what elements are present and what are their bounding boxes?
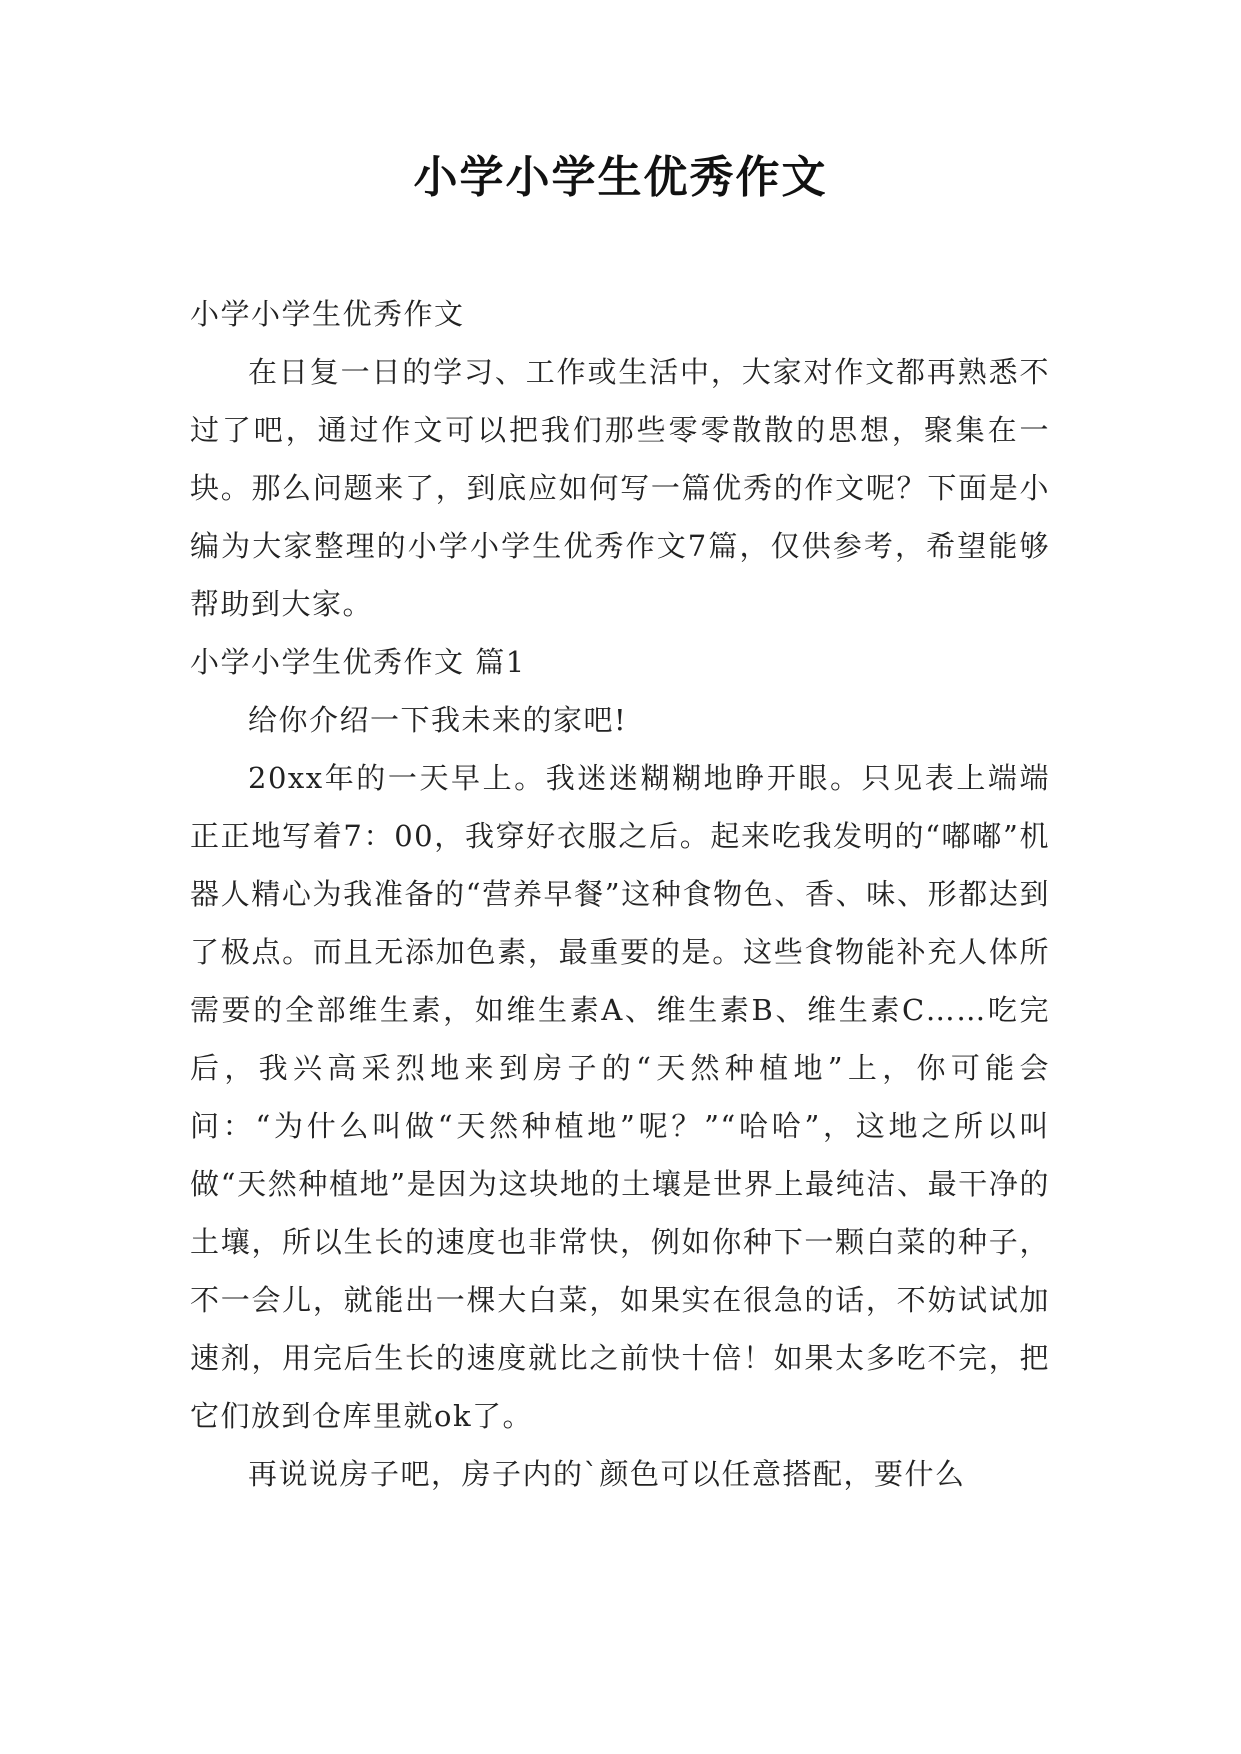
document-subtitle: 小学小学生优秀作文 [190,297,465,331]
section-heading: 小学小学生优秀作文 篇1 [190,645,526,679]
body-paragraph: 给你介绍一下我未来的家吧! [248,703,628,737]
body-paragraph: 20xx年的一天早上。我迷迷糊糊地睁开眼。只见表上端端正正地写着7：00，我穿好衣服之后。起来吃我发明的“嘟嘟”机器人精心为我准备的“营养早餐”这种食物色、香、味、形都达到了极点。而且无添加色素，最重要的是。这些食物能补充人体所需要的全部维生素，如维生素A、维生素B、维生素C……吃完后，我兴高采烈地来到房子的“天然种植地”上，你可能会问：“为什么叫做“天然种植地”呢？”“哈哈”，这地之所以叫做“天然种植地”是因为这块地的土壤是世界上最纯洁、最干净的土壤，所以生长的速度也非常快，例如你种下一颗白菜的种子，不一会儿，就能出一棵大白菜，如果实在很急的话，不妨试试加速剂，用完后生长的速度就比之前快十倍！如果太多吃不完，把它们放到仓库里就ok了。 [190,761,1050,1433]
intro-paragraph: 在日复一日的学习、工作或生活中，大家对作文都再熟悉不过了吧，通过作文可以把我们那些零零散散的思想，聚集在一块。那么问题来了，到底应如何写一篇优秀的作文呢？下面是小编为大家整理的小学小学生优秀作文7篇，仅供参考，希望能够帮助到大家。 [190,355,1050,621]
body-paragraph: 再说说房子吧，房子内的`颜色可以任意搭配，要什么 [248,1457,966,1491]
document-body [190,285,1050,1503]
document-title: 小学小学生优秀作文 [413,152,828,203]
